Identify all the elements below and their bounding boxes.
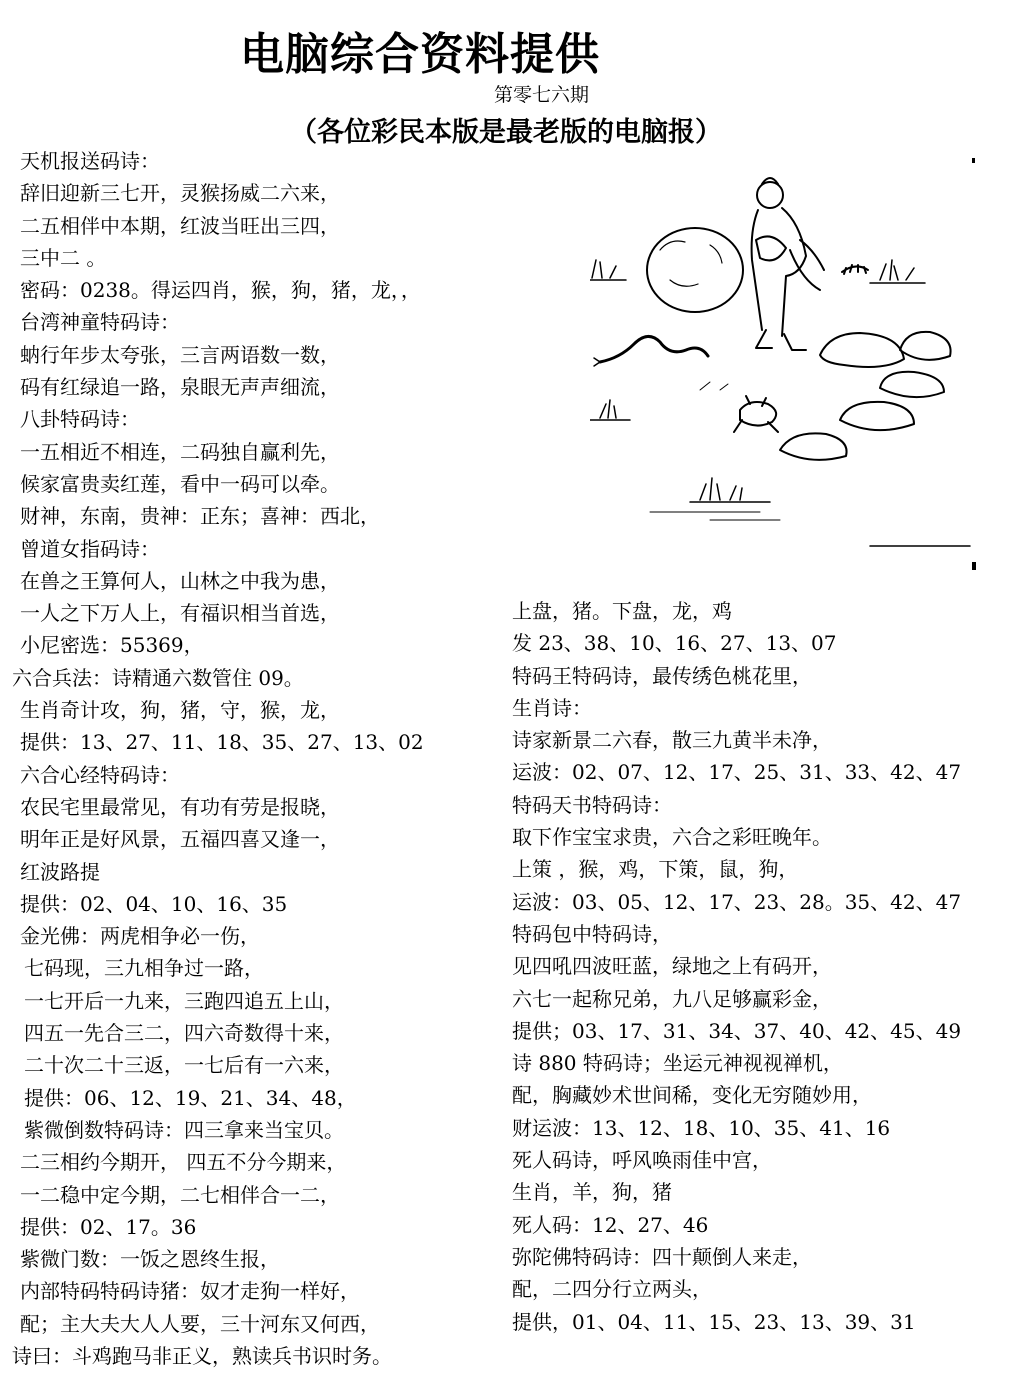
text-line: 六合心经特码诗： [20,762,180,787]
text-line: 配；主大夫大人人要，三十河东又何西， [20,1311,380,1336]
text-line: 财运波：13、12、18、10、35、41、16 [512,1115,891,1140]
text-line: 七码现，三九相争过一路， [24,956,264,981]
text-line: 二十次二十三返，一七后有一六来， [24,1053,344,1078]
text-line: 四五一先合三二，四六奇数得十来， [24,1021,344,1046]
issue-number: 第零七六期 [494,84,590,106]
text-line: 取下作宝宝求贵，六合之彩旺晚年。 [512,825,832,850]
text-line: 提供：06、12、19、21、34、48， [24,1085,357,1110]
text-line: 提供；03、17、31、34、37、40、42、45、49 [512,1018,962,1043]
page-title: 电脑综合资料提供 [240,29,600,80]
text-line: 一七开后一九来，三跑四追五上山， [24,988,344,1013]
text-line: 农民宅里最常见，有功有劳是报晓， [20,794,340,819]
text-line: 一二稳中定今期，二七相伴合一二， [20,1182,340,1207]
text-line: 生肖奇计攻，狗，猪，守，猴，龙， [20,698,340,723]
scholar-with-boulder-snake-frog-illustration-icon [590,150,990,575]
text-line: 紫微倒数特码诗：四三拿来当宝贝。 [24,1117,344,1142]
text-line: 六七一起称兄弟，九八足够赢彩金， [512,986,832,1011]
text-line: 明年正是好风景，五福四喜又逢一， [20,827,340,852]
text-line: 内部特码特码诗猪：奴才走狗一样好， [20,1279,360,1304]
right-text-column [512,595,1002,1338]
text-line: 发 23、38、10、16、27、13、07 [512,631,837,656]
text-line: 在兽之王算何人，山林之中我为患， [20,568,340,593]
text-line: 财神，东南，贵神：正东；喜神：西北， [20,504,380,529]
text-line: 台湾神童特码诗： [20,310,180,335]
text-line: 配，二四分行立两头， [512,1277,712,1302]
text-line: 提供，01、04、11、15、23、13、39、31 [512,1309,916,1334]
text-line: 二三相约今期开， 四五不分今期来， [20,1150,347,1175]
text-line: 诗 880 特码诗；坐运元神视视禅机， [512,1051,843,1076]
text-line: 特码包中特码诗， [512,921,672,946]
text-line: 码有红绿追一路，泉眼无声声细流， [20,375,340,400]
text-line: 曾道女指码诗： [20,536,160,561]
text-line: 死人码：12、27、46 [512,1212,709,1237]
text-line: 死人码诗，呼风唤雨佳中宫， [512,1148,772,1173]
text-line: 特码王特码诗，最传绣色桃花里， [512,663,812,688]
text-line: 二五相伴中本期，红波当旺出三四， [20,213,340,238]
text-line: 小尼密选：55369， [20,633,204,658]
text-line: 辞旧迎新三七开，灵猴扬威二六来， [20,181,340,206]
text-line: 运波：03、05、12、17、23、28。35、42、47 [512,889,962,914]
text-line: 八卦特码诗： [20,407,140,432]
text-line: 见四吼四波旺蓝，绿地之上有码开， [512,954,832,979]
text-line: 生肖，羊，狗，猪 [512,1180,672,1205]
text-line: 蚋行年步太夸张，三言两语数一数， [20,342,340,367]
text-line: 弥陀佛特码诗：四十颠倒人来走， [512,1244,812,1269]
text-line: 密码：0238。得运四肖，猴，狗，猪，龙，， [20,278,421,303]
text-line: 提供：13、27、11、18、35、27、13、02 [20,730,424,755]
text-line: 候家富贵卖红莲，看中一码可以牵。 [20,471,340,496]
text-line: 上盘，猪。下盘，龙，鸡 [512,599,732,623]
left-text-column [12,145,490,1372]
text-line: 三中二 。 [20,245,107,270]
text-line: 六合兵法：诗精通六数管住 09。 [12,665,304,690]
text-line: 生肖诗： [512,695,592,720]
text-line: 诗家新景二六春，散三九黄半未净， [512,728,832,753]
text-line: 一人之下万人上，有福识相当首选， [20,601,340,626]
text-line: 金光佛：两虎相争必一伤， [20,924,260,949]
text-line: 诗曰：斗鸡跑马非正义，熟读兵书识时务。 [12,1343,392,1368]
text-line: 上策 ，猴，鸡，下策，鼠，狗， [512,857,799,882]
text-line: 特码天书特码诗： [512,792,672,817]
page-subtitle: （各位彩民本版是最老版的电脑报） [290,117,722,148]
text-line: 提供：02、17。36 [20,1214,197,1239]
text-line: 一五相近不相连，二码独自赢利先， [20,439,340,464]
text-line: 提供：02、04、10、16、35 [20,891,288,916]
text-line: 运波：02、07、12、17、25、31、33、42、47 [512,760,962,785]
text-line: 紫微门数：一饭之恩终生报， [20,1247,280,1272]
text-line: 天机报送码诗： [20,149,160,173]
text-line: 红波路提 [20,859,100,884]
text-line: 配，胸藏妙术世间稀，变化无穷随妙用， [512,1083,872,1108]
